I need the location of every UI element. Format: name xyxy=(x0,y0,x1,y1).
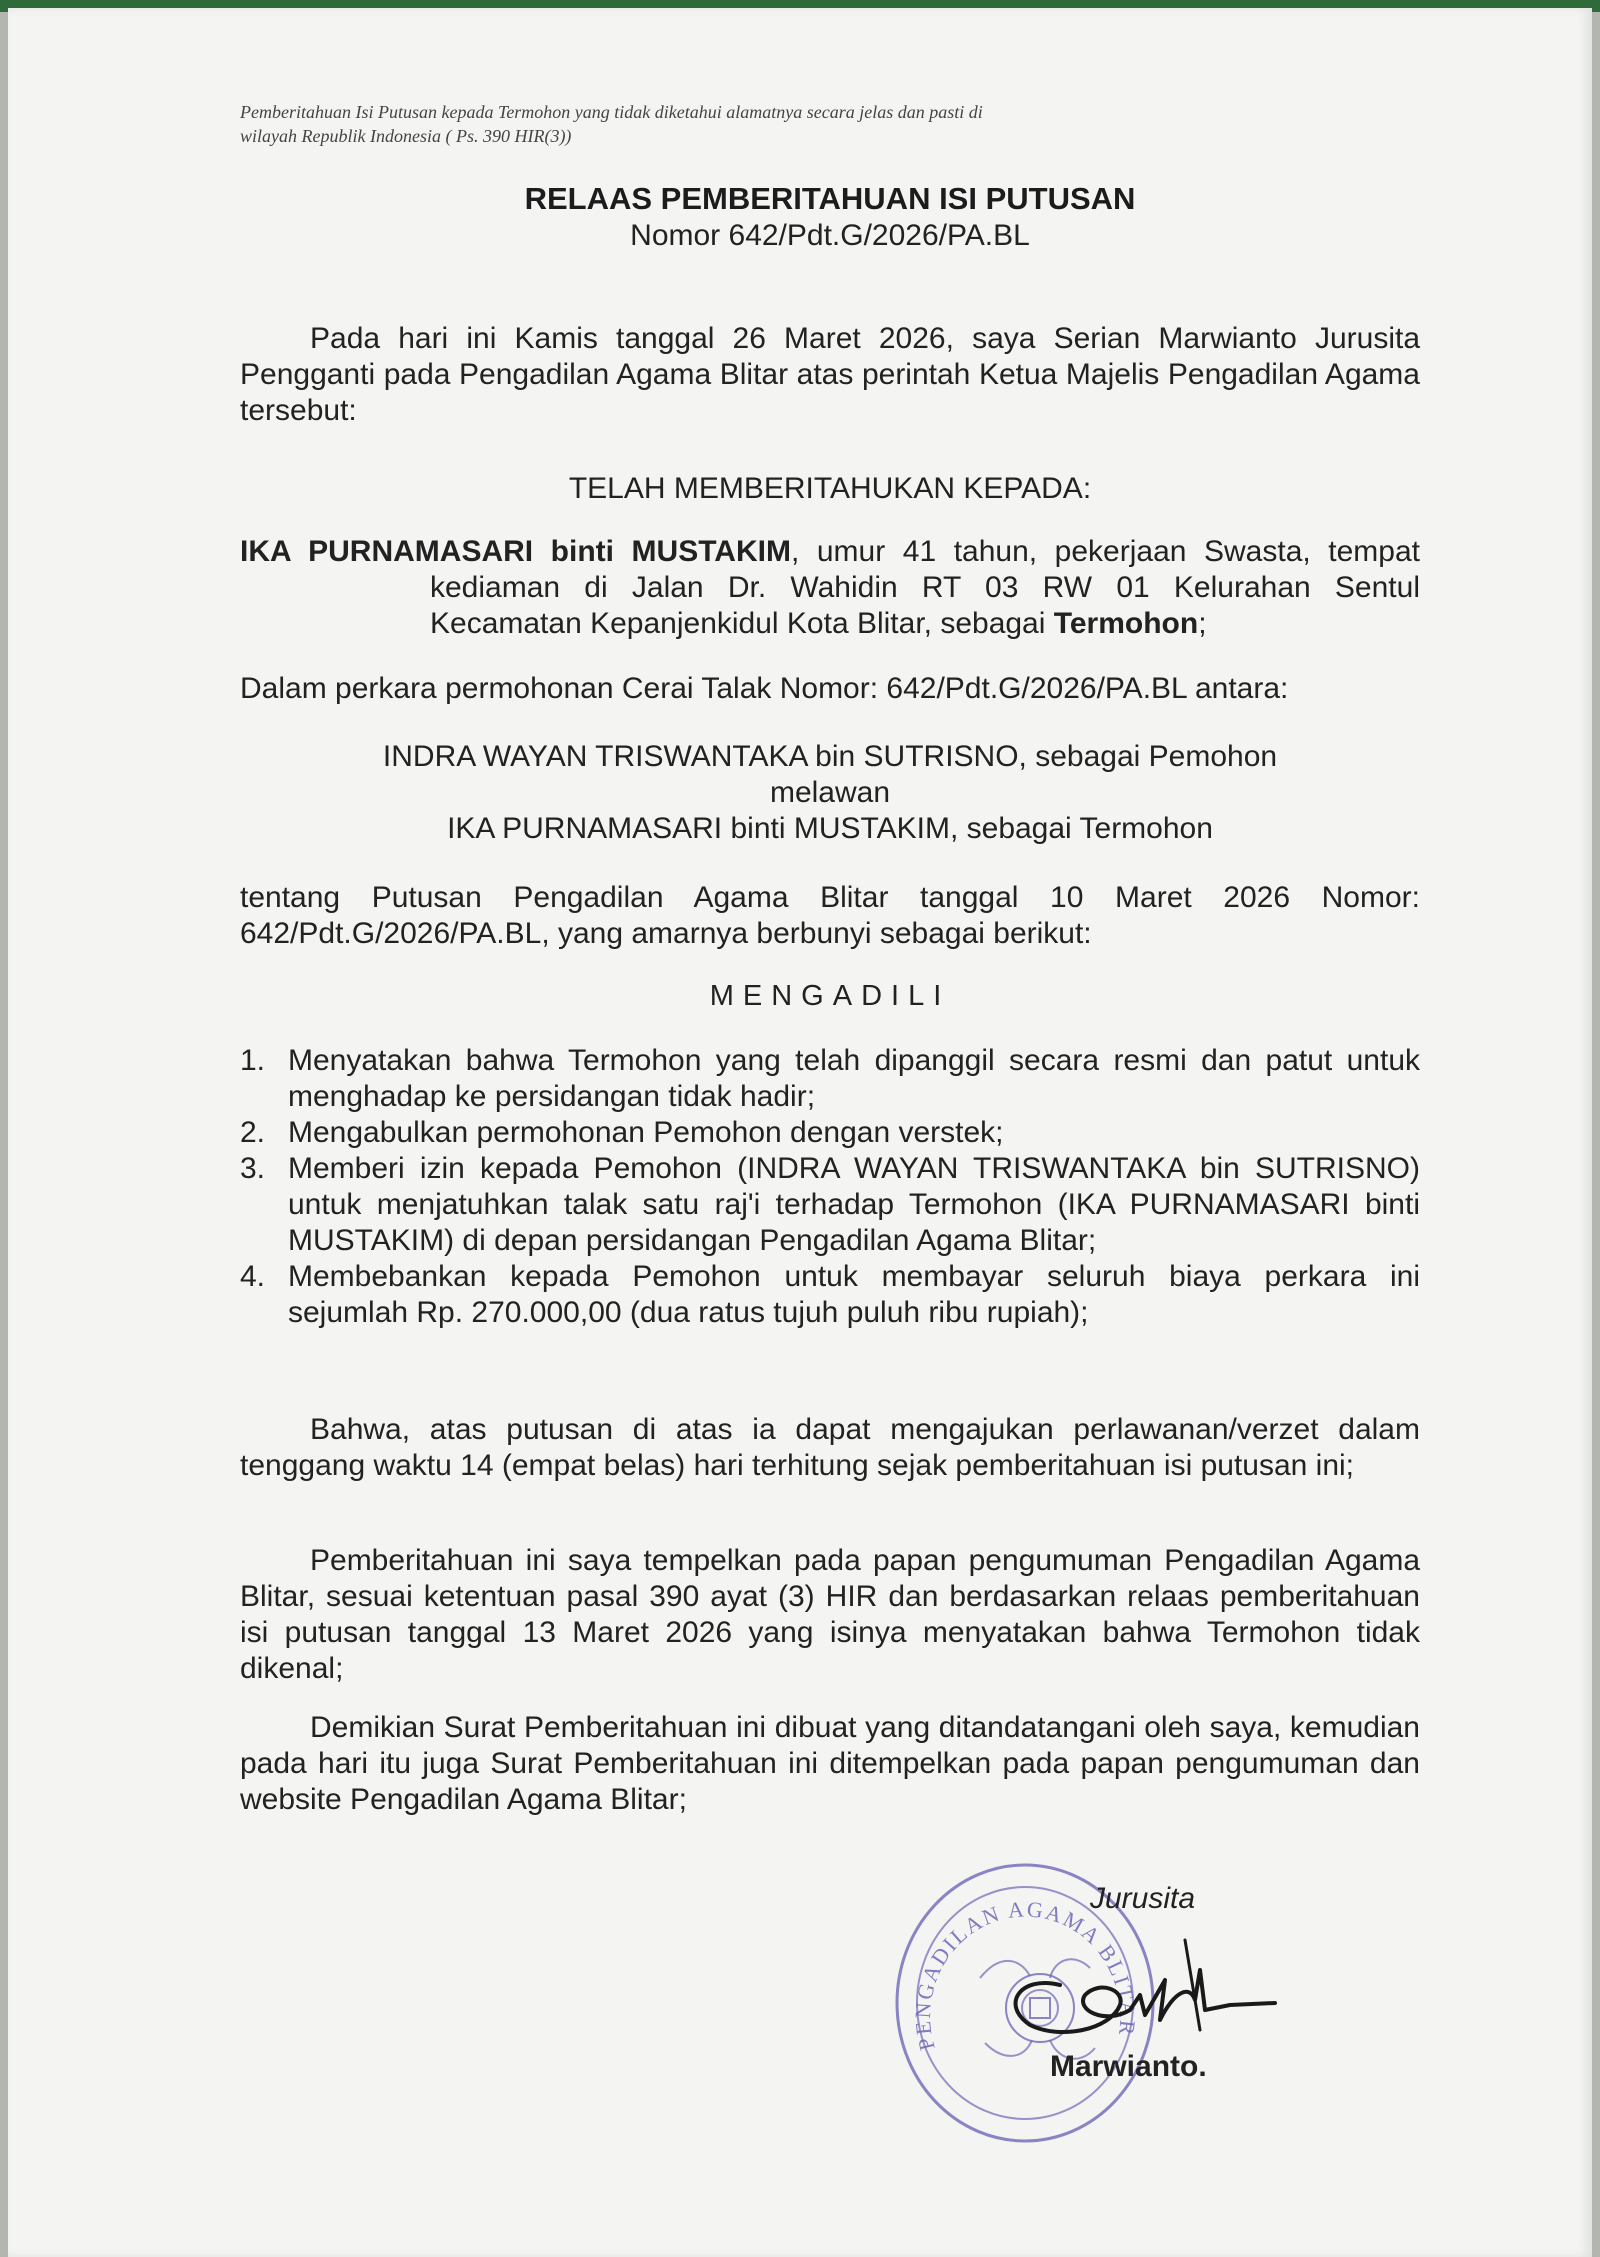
signature-title: Jurusita xyxy=(1090,1882,1196,1915)
verdict-item: 1. Menyatakan bahwa Termohon yang telah dipanggil secara resmi dan patut untuk menghadap ke persidangan tidak hadir; xyxy=(240,1044,1420,1113)
objection-paragraph: Bahwa, atas putusan di atas ia dapat mengajukan perlawanan/verzet dalam tenggang waktu 14 (empat belas) hari terhitung sejak pemberitahuan isi putusan ini; xyxy=(240,1413,1420,1482)
verdict-intro: tentang Putusan Pengadilan Agama Blitar tanggal 10 Maret 2026 Nomor: 642/Pdt.G/2026/PA.BL, yang amarnya berbunyi sebagai berikut: xyxy=(240,881,1420,950)
case-line: Dalam perkara permohonan Cerai Talak Nomor: 642/Pdt.G/2026/PA.BL antara: xyxy=(240,672,1289,705)
versus-line: melawan xyxy=(769,776,891,809)
header-note: Pemberitahuan Isi Putusan kepada Termohon yang tidak diketahui alamatnya secara jelas dan pasti di wilayah Republik Indonesia ( Ps. 390 HIR(3)) xyxy=(240,102,983,146)
verdict-item: 3. Memberi izin kepada Pemohon (INDRA WAYAN TRISWANTAKA bin SUTRISNO) untuk menjatuhkan talak satu raj'i terhadap Termohon (IKA PURNAMASARI binti MUSTAKIM) di depan persidangan Pengadilan Agama Blitar; xyxy=(240,1152,1420,1257)
verdict-item: 2. Mengabulkan permohonan Pemohon dengan verstek; xyxy=(240,1116,1004,1149)
posting-paragraph: Pemberitahuan ini saya tempelkan pada papan pengumuman Pengadilan Agama Blitar, sesuai ketentuan pasal 390 ayat (3) HIR dan berdasarkan relaas pemberitahuan isi putusan tanggal 13 Maret 2026 yang isinya menyatakan bahwa Termohon tidak dikenal; xyxy=(240,1544,1420,1685)
opening-paragraph: Pada hari ini Kamis tanggal 26 Maret 2026, saya Serian Marwianto Jurusita Pengganti pada Pengadilan Agama Blitar atas perintah Ketua Majelis Pengadilan Agama tersebut: xyxy=(240,322,1420,427)
signature-name: Marwianto. xyxy=(1050,2050,1207,2083)
respondent-role: Termohon xyxy=(1053,607,1199,640)
closing-paragraph: Demikian Surat Pemberitahuan ini dibuat yang ditandatangani oleh saya, kemudian pada hari itu juga Surat Pemberitahuan ini ditempelkan pada papan pengumuman dan website Pengadilan Agama Blitar; xyxy=(240,1711,1420,1816)
svg-text:PENGADILAN AGAMA BLITAR: PENGADILAN AGAMA BLITAR xyxy=(909,1896,1141,2053)
petitioner-line: INDRA WAYAN TRISWANTAKA bin SUTRISNO, sebagai Pemohon xyxy=(382,740,1278,773)
document-number: Nomor 642/Pdt.G/2026/PA.BL xyxy=(630,219,1030,252)
respondent-details: , umur 41 tahun, pekerjaan Swasta, tempat kediaman di Jalan Dr. Wahidin RT 03 RW 01 Kelurahan Sentul Kecamatan Kepanjenkidul Kota Blitar, sebagai xyxy=(430,535,1420,640)
respondent-line: IKA PURNAMASARI binti MUSTAKIM, sebagai Termohon xyxy=(447,812,1213,845)
respondent-identity xyxy=(240,534,1420,642)
handwritten-signature xyxy=(1000,1935,1280,2045)
respondent-end: ; xyxy=(1198,607,1207,640)
document-title: RELAAS PEMBERITAHUAN ISI PUTUSAN xyxy=(524,181,1136,216)
respondent-name: IKA PURNAMASARI binti MUSTAKIM xyxy=(240,535,791,568)
notified-heading: TELAH MEMBERITAHUKAN KEPADA: xyxy=(568,472,1092,505)
verdict-heading: MENGADILI xyxy=(709,980,951,1012)
verdict-list xyxy=(240,1043,1420,1331)
verdict-item: 4. Membebankan kepada Pemohon untuk membayar seluruh biaya perkara ini sejumlah Rp. 270.000,00 (dua ratus tujuh puluh ribu rupiah); xyxy=(240,1260,1420,1329)
